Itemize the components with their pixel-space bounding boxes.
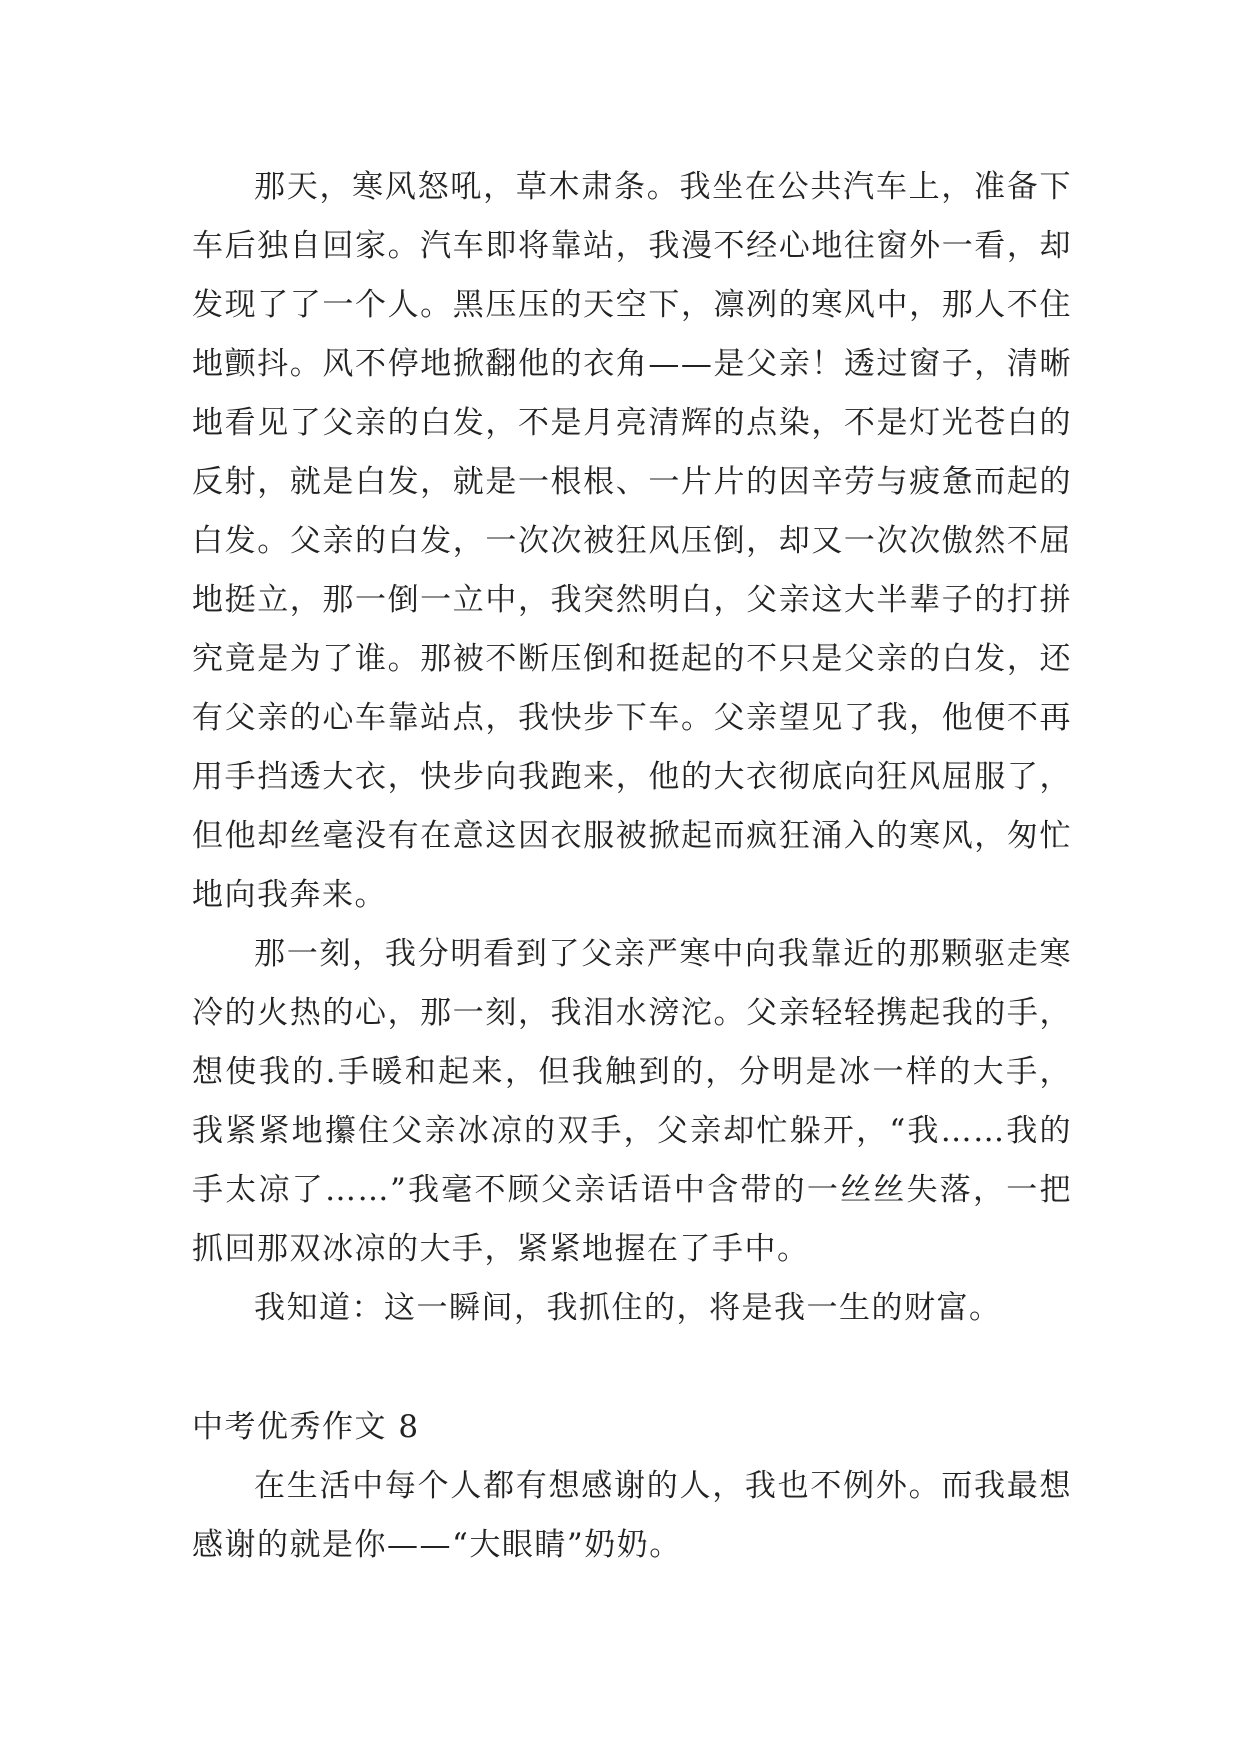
document-body bbox=[192, 158, 1072, 1575]
paragraph-4: 在生活中每个人都有想感谢的人，我也不例外。而我最想感谢的就是你——“大眼睛”奶奶。 bbox=[192, 1468, 1072, 1563]
paragraph-1: 那天，寒风怒吼，草木肃条。我坐在公共汽车上，准备下车后独自回家。汽车即将靠站，我漫不经心地往窗外一看，却发现了了一个人。黑压压的天空下，凛冽的寒风中，那人不住地颤抖。风不停地掀翻他的衣角——是父亲！透过窗子，清晰地看见了父亲的白发，不是月亮清辉的点染，不是灯光苍白的反射，就是白发，就是一根根、一片片的因辛劳与疲惫而起的白发。父亲的白发，一次次被狂风压倒，却又一次次傲然不屈地挺立，那一倒一立中，我突然明白，父亲这大半辈子的打拼究竟是为了谁。那被不断压倒和挺起的不只是父亲的白发，还有父亲的心车靠站点，我快步下车。父亲望见了我，他便不再用手挡透大衣，快步向我跑来，他的大衣彻底向狂风屈服了，但他却丝毫没有在意这因衣服被掀起而疯狂涌入的寒风，匆忙地向我奔来。 bbox=[192, 169, 1072, 913]
paragraph-3: 我知道：这一瞬间，我抓住的，将是我一生的财富。 bbox=[254, 1290, 1002, 1326]
paragraph-2: 那一刻，我分明看到了父亲严寒中向我靠近的那颗驱走寒冷的火热的心，那一刻，我泪水滂沱。父亲轻轻携起我的手，想使我的.手暖和起来，但我触到的，分明是冰一样的大手，我紧紧地攥住父亲冰凉的双手，父亲却忙躲开，“我……我的手太凉了……”我毫不顾父亲话语中含带的一丝丝失落，一把抓回那双冰凉的大手，紧紧地握在了手中。 bbox=[192, 936, 1072, 1267]
section-heading: 中考优秀作文 8 bbox=[192, 1409, 420, 1445]
